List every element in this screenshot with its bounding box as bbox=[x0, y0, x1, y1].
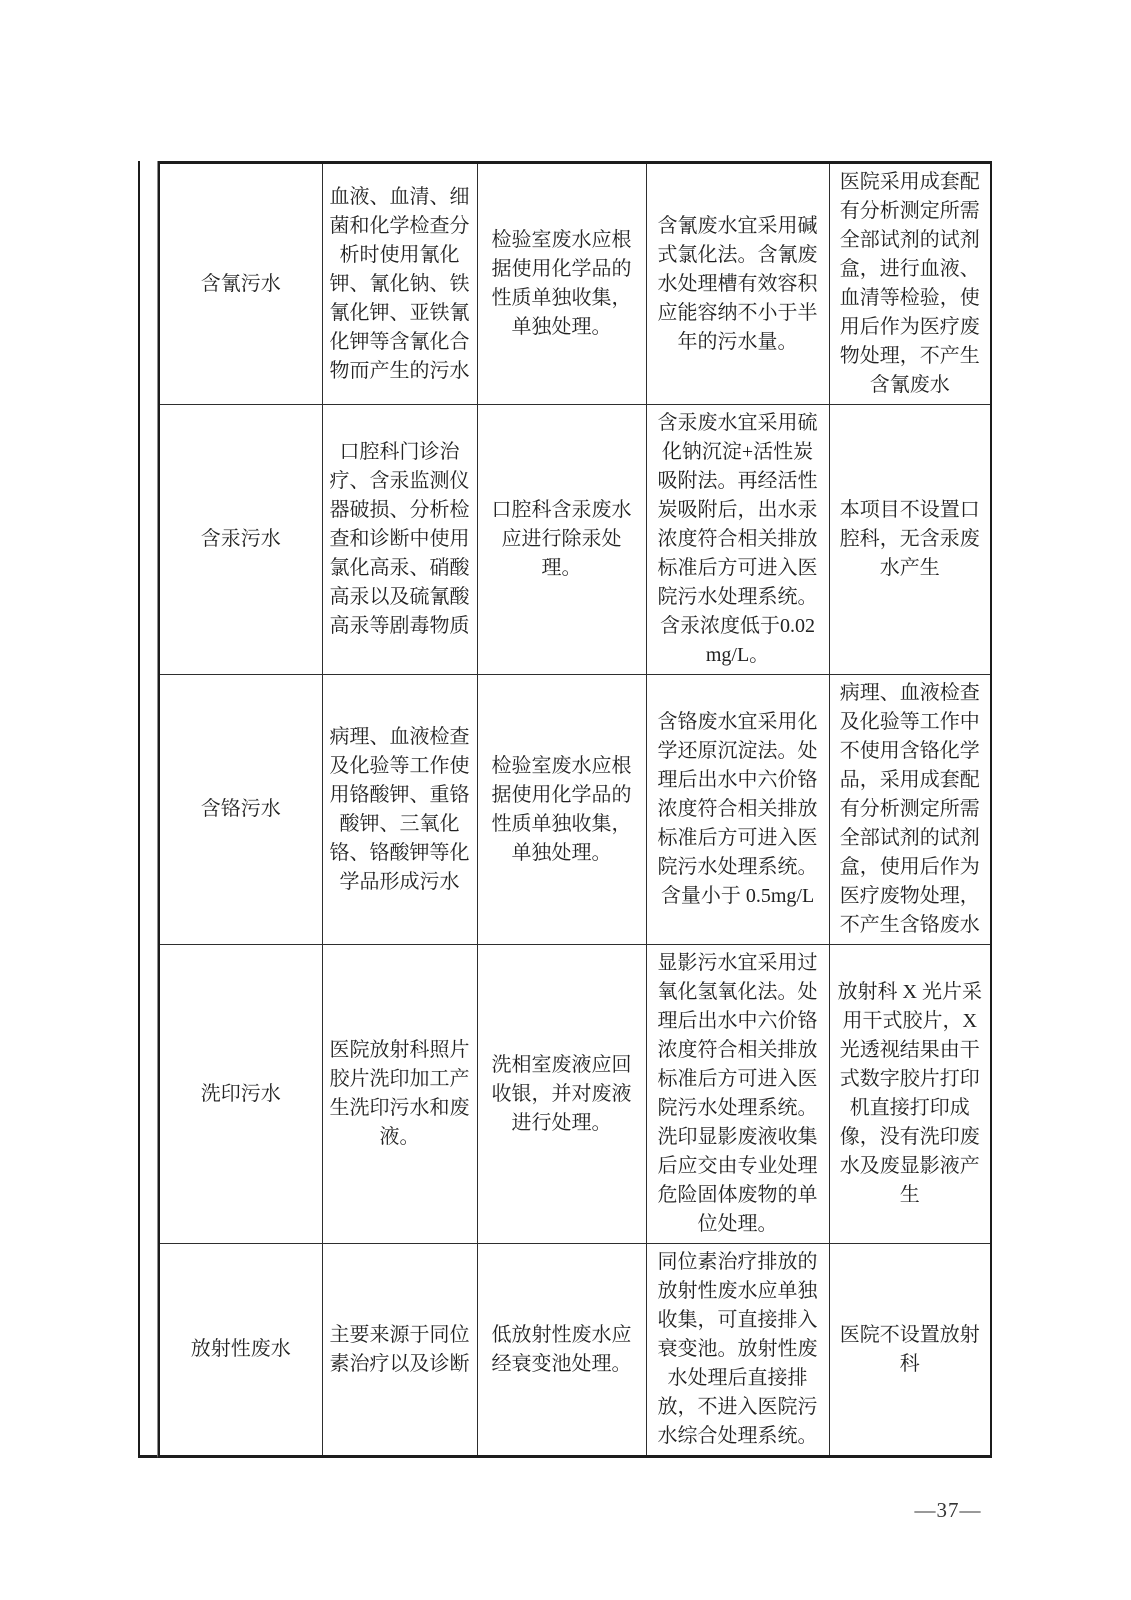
cell-treatment: 显影污水宜采用过氧化氢氧化法。处理后出水中六价铬浓度符合相关排放标准后方可进入医院污水处理系统。洗印显影废液收集后应交由专业处理危险固体废物的单位处理。 bbox=[646, 945, 829, 1244]
cell-treatment: 含汞废水宜采用硫化钠沉淀+活性炭吸附法。再经活性炭吸附后，出水汞浓度符合相关排放标准后方可进入医院污水处理系统。含汞浓度低于0.02mg/L。 bbox=[646, 405, 829, 675]
cell-treatment: 同位素治疗排放的放射性废水应单独收集，可直接排入衰变池。放射性废水处理后直接排放，不进入医院污水综合处理系统。 bbox=[646, 1244, 829, 1457]
cell-source: 口腔科门诊治疗、含汞监测仪器破损、分析检查和诊断中使用氯化高汞、硝酸高汞以及硫氰酸高汞等剧毒物质 bbox=[322, 405, 477, 675]
cell-requirement: 低放射性废水应经衰变池处理。 bbox=[477, 1244, 646, 1457]
cell-treatment: 含铬废水宜采用化学还原沉淀法。处理后出水中六价铬浓度符合相关排放标准后方可进入医院污水处理系统。含量小于 0.5mg/L bbox=[646, 675, 829, 945]
table-row bbox=[159, 405, 991, 675]
cell-requirement: 口腔科含汞废水应进行除汞处理。 bbox=[477, 405, 646, 675]
cell-source: 病理、血液检查及化验等工作使用铬酸钾、重铬酸钾、三氧化铬、铬酸钾等化学品形成污水 bbox=[322, 675, 477, 945]
table-row bbox=[159, 1244, 991, 1457]
table-row bbox=[159, 163, 991, 405]
cell-requirement: 洗相室废液应回收银，并对废液进行处理。 bbox=[477, 945, 646, 1244]
page-number: —37— bbox=[914, 1498, 982, 1522]
cell-category: 洗印污水 bbox=[159, 945, 322, 1244]
cell-note: 医院采用成套配有分析测定所需全部试剂的试剂盒，进行血液、血清等检验，使用后作为医疗废物处理，不产生含氰废水 bbox=[829, 163, 991, 405]
cell-source: 医院放射科照片胶片洗印加工产生洗印污水和废液。 bbox=[322, 945, 477, 1244]
cell-note: 医院不设置放射科 bbox=[829, 1244, 991, 1457]
table-left-spanning-cell bbox=[138, 161, 158, 1458]
cell-category: 含氰污水 bbox=[159, 163, 322, 405]
cell-category: 放射性废水 bbox=[159, 1244, 322, 1457]
table-row bbox=[159, 675, 991, 945]
table-row bbox=[159, 945, 991, 1244]
cell-category: 含铬污水 bbox=[159, 675, 322, 945]
cell-requirement: 检验室废水应根据使用化学品的性质单独收集，单独处理。 bbox=[477, 675, 646, 945]
cell-treatment: 含氰废水宜采用碱式氯化法。含氰废水处理槽有效容积应能容纳不小于半年的污水量。 bbox=[646, 163, 829, 405]
cell-note: 放射科 X 光片采用干式胶片，X 光透视结果由干式数字胶片打印机直接打印成像，没有洗印废水及废显影液产生 bbox=[829, 945, 991, 1244]
cell-note: 本项目不设置口腔科，无含汞废水产生 bbox=[829, 405, 991, 675]
cell-note: 病理、血液检查及化验等工作中不使用含铬化学品，采用成套配有分析测定所需全部试剂的试剂盒，使用后作为医疗废物处理，不产生含铬废水 bbox=[829, 675, 991, 945]
hazardous-wastewater-table bbox=[158, 161, 992, 1458]
cell-requirement: 检验室废水应根据使用化学品的性质单独收集，单独处理。 bbox=[477, 163, 646, 405]
cell-category: 含汞污水 bbox=[159, 405, 322, 675]
wastewater-table-container bbox=[138, 161, 992, 1458]
cell-source: 主要来源于同位素治疗以及诊断 bbox=[322, 1244, 477, 1457]
cell-source: 血液、血清、细菌和化学检查分析时使用氰化钾、氰化钠、铁氰化钾、亚铁氰化钾等含氰化合物而产生的污水 bbox=[322, 163, 477, 405]
